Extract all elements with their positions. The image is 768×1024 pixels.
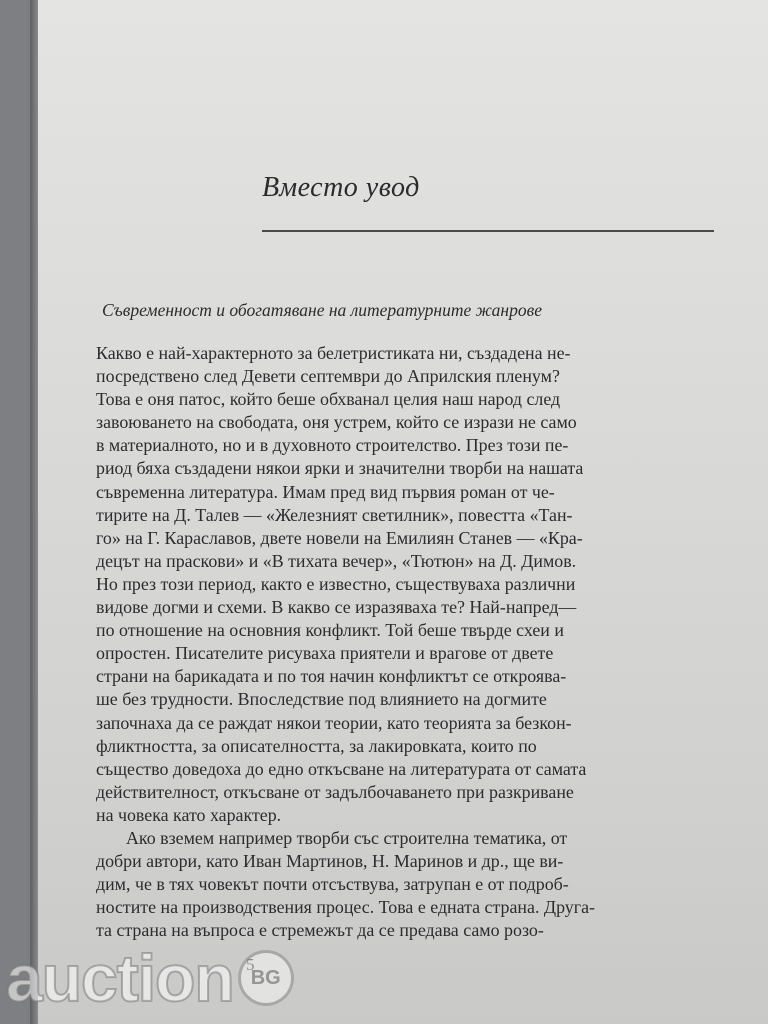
text-line: по отношение на основния конфликт. Той беше твърде схеи и: [96, 620, 564, 641]
text-line: на човека като характер.: [96, 804, 282, 825]
section-heading: Съвременност и обогатяване на литературните жанрове: [102, 300, 542, 320]
text-line: посредствено след Девети септември до Априлския пленум?: [96, 366, 560, 387]
title-underline: [262, 230, 714, 232]
body-text: [96, 342, 736, 942]
text-line: дим, че в тях човекът почти отсъствува, затрупан е от подроб-: [96, 874, 569, 895]
watermark-word: auction: [6, 941, 234, 1015]
text-line: завоюването на свободата, оня устрем, който се изрази не само: [96, 412, 577, 433]
text-line: та страна на въпроса е стремежът да се предава само розо-: [96, 920, 544, 941]
text-line: опростен. Писателите рисуваха приятели и врагове от двете: [96, 643, 554, 664]
text-line: риод бяха създадени някои ярки и значителни творби на нашата: [96, 458, 584, 479]
watermark-badge: BG: [238, 950, 294, 1006]
text-line: в материалното, но и в духовното строителство. През този пе-: [96, 435, 569, 456]
page-number: 5: [246, 955, 255, 974]
text-line: съвременна литература. Имам пред вид първия роман от че-: [96, 481, 555, 502]
text-line: добри автори, като Иван Мартинов, Н. Маринов и др., ще ви-: [96, 851, 564, 872]
text-line: фликтността, за описателността, за лакировката, които по: [96, 735, 537, 756]
text-line: ностите на производствения процес. Това е едната страна. Друга-: [96, 897, 595, 918]
paragraph-1: [96, 342, 736, 827]
text-line: видове догми и схеми. В какво се изразяваха те? Най-напред—: [96, 597, 577, 618]
text-line: същество доведоха до едно откъсване на литературата от самата: [96, 758, 587, 779]
text-line: тирите на Д. Талев — «Железният светилник», повестта «Тан-: [96, 504, 573, 525]
text-line: Но през този период, както е известно, съществуваха различни: [96, 573, 576, 594]
paragraph-2: [96, 827, 736, 942]
text-line: ше без трудности. Впоследствие под влиянието на догмите: [96, 689, 547, 710]
text-line: Какво е най-характерното за белетристиката ни, създадена не-: [96, 343, 571, 363]
text-line: го» на Г. Караславов, двете новели на Емилиян Станев — «Кра-: [96, 527, 583, 548]
text-line: действителност, откъсване от задълбочаването при разкриване: [96, 781, 574, 802]
auction-watermark-logo: [6, 938, 294, 1018]
text-line: страни на барикадата и по тоя начин конфликтът се откроява-: [96, 666, 567, 687]
text-line: Това е оня патос, който беше обхванал целия наш народ след: [96, 389, 561, 410]
text-line: Ако вземем например творби със строителна тематика, от: [126, 827, 568, 848]
text-line: започнаха да се раждат някои теории, като теорията за безкон-: [96, 712, 572, 733]
chapter-title: Вместо увод: [262, 172, 420, 203]
text-line: децът на праскови» и «В тихата вечер», «Тютюн» на Д. Димов.: [96, 550, 577, 571]
